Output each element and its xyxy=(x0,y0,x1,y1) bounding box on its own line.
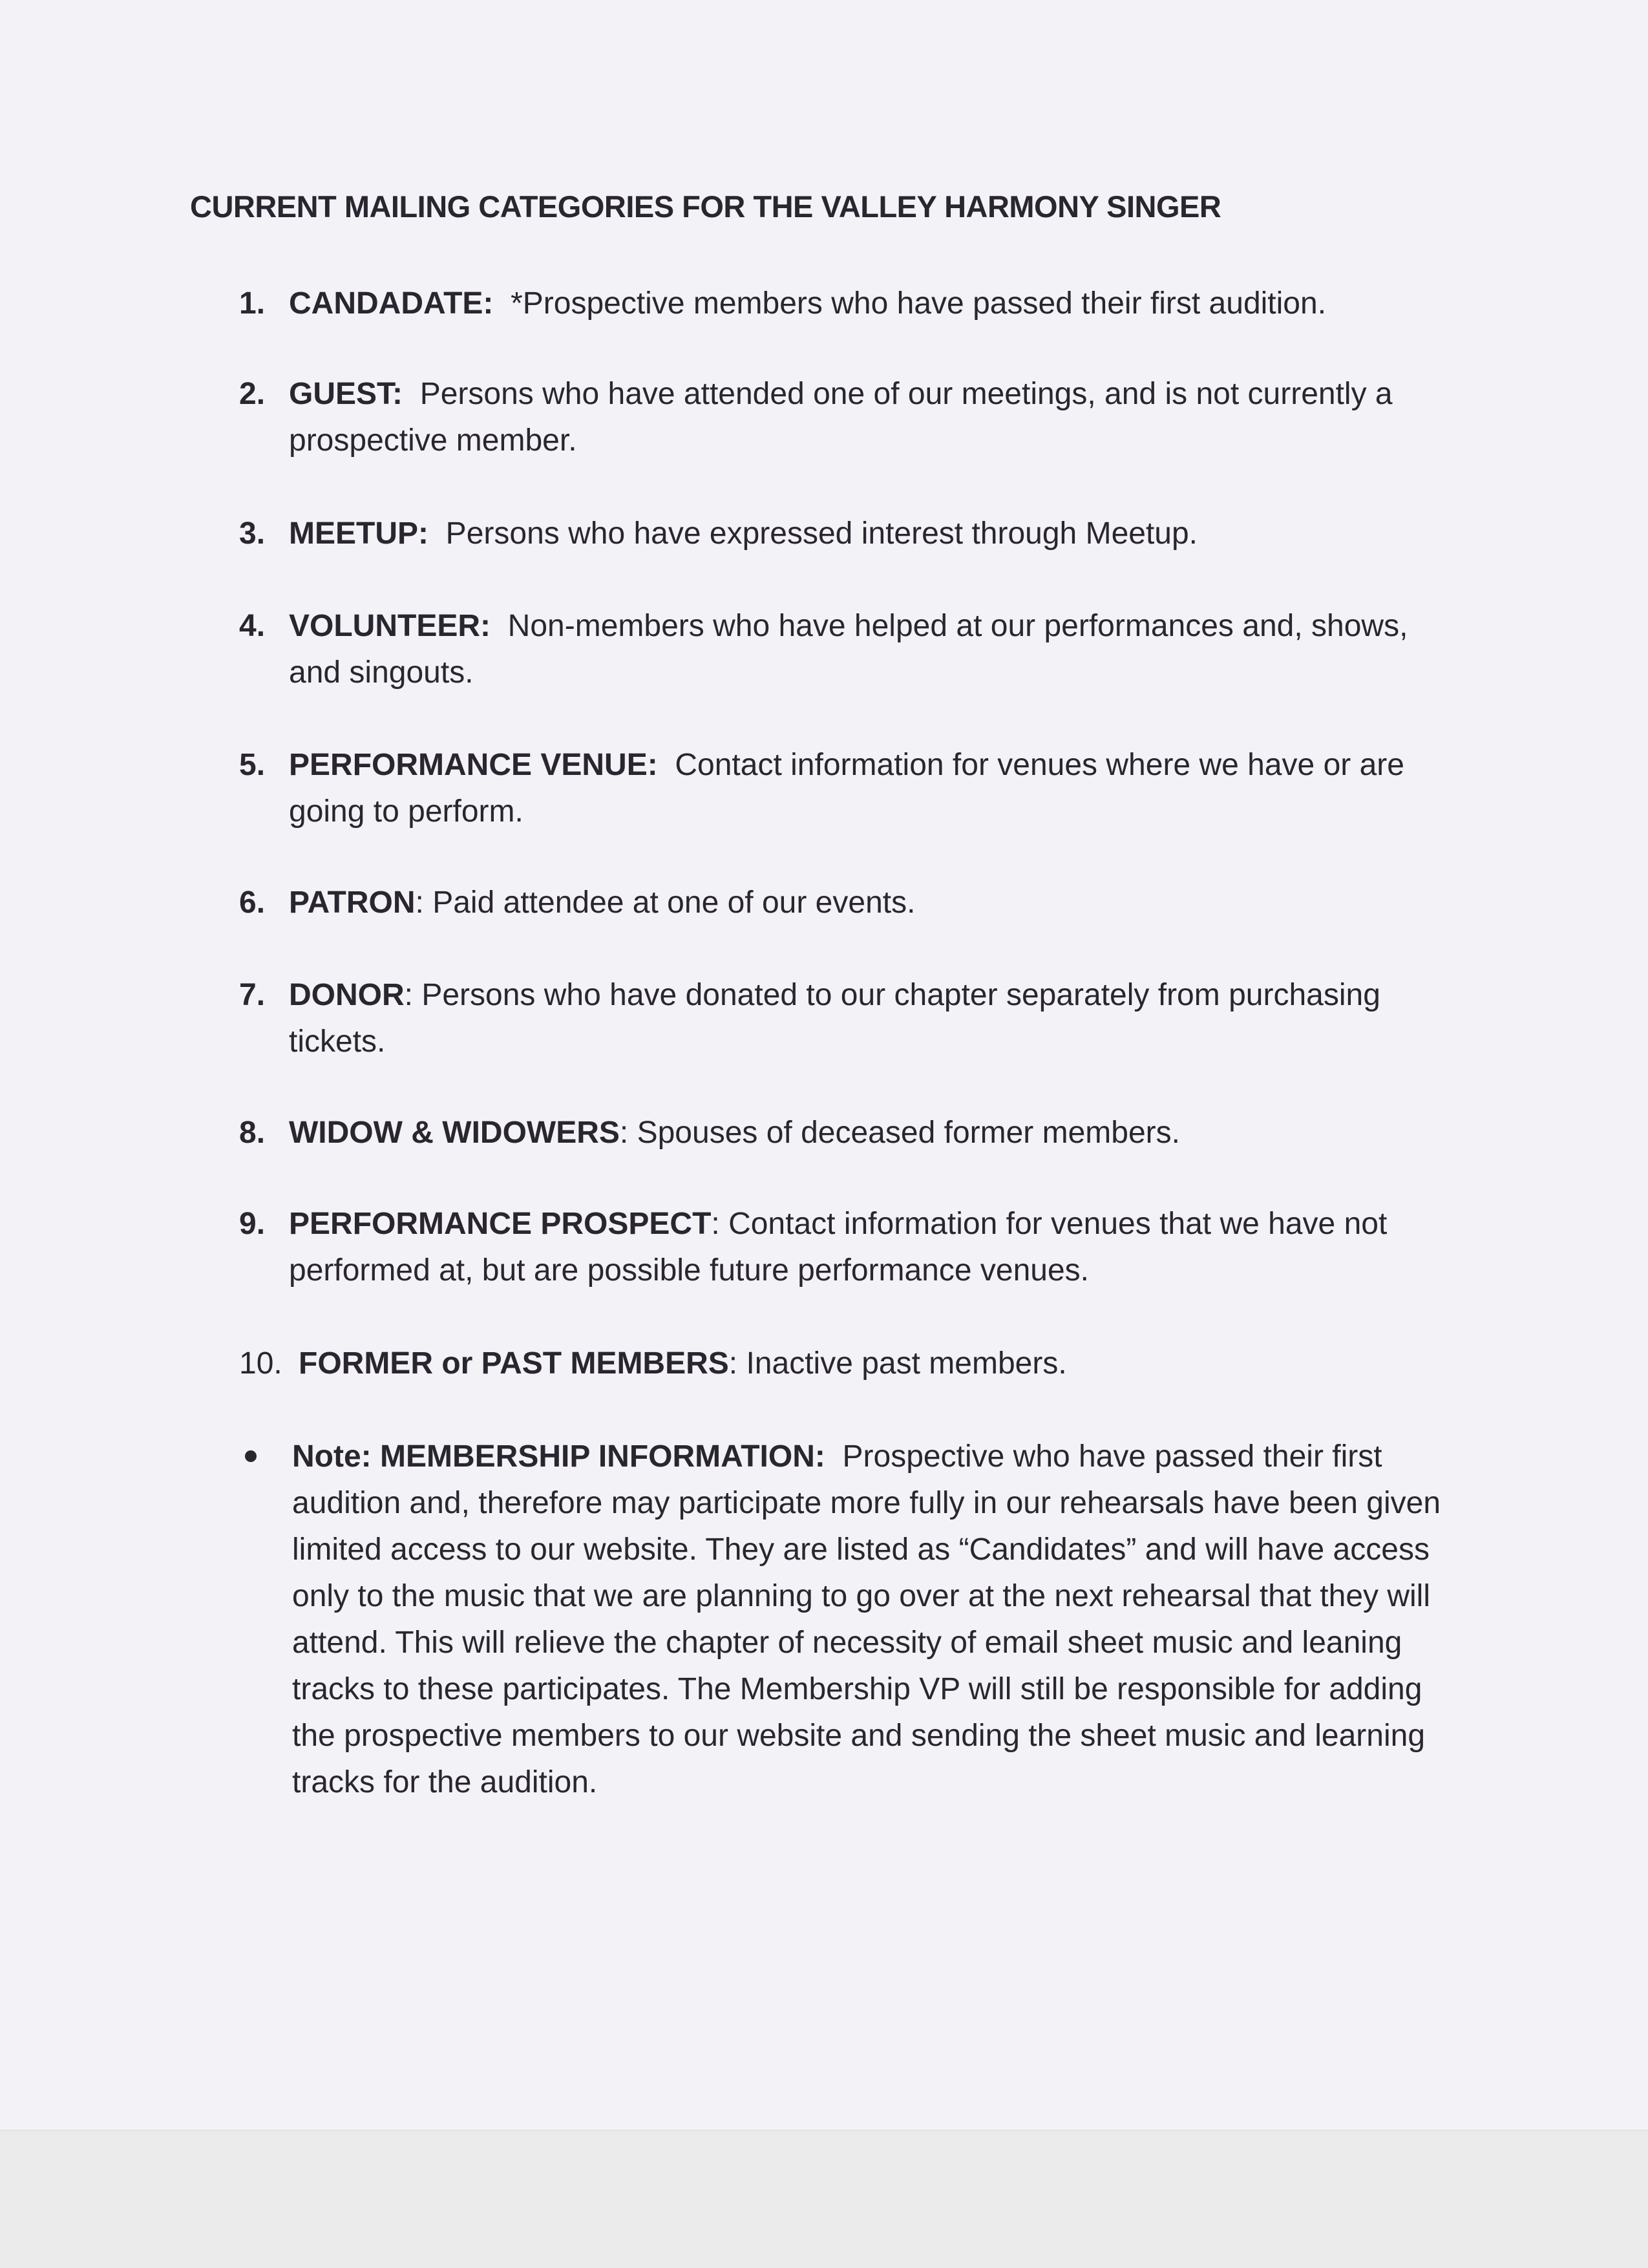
list-item xyxy=(239,880,1467,926)
scan-margin xyxy=(0,2130,1648,2268)
item-description: Persons who have attended one of our meetings, and is not currently a prospective member. xyxy=(289,377,1393,458)
item-number: 2. xyxy=(239,377,266,411)
list-item xyxy=(239,603,1467,696)
list-item xyxy=(239,742,1467,835)
item-text xyxy=(289,972,1467,1065)
item-description: : Paid attendee at one of our events. xyxy=(415,885,916,920)
item-label: CANDADATE: xyxy=(289,286,494,321)
item-text xyxy=(289,281,1467,327)
item-text xyxy=(289,511,1467,557)
item-label: DONOR xyxy=(289,978,405,1012)
list-item xyxy=(239,1201,1467,1294)
item-label: GUEST: xyxy=(289,377,403,411)
item-text xyxy=(299,1341,1467,1387)
list-item xyxy=(239,281,1467,327)
note-label: Note: MEMBERSHIP INFORMATION: xyxy=(292,1439,825,1474)
item-description: : Persons who have donated to our chapter separately from purchasing tickets. xyxy=(289,978,1380,1059)
item-label: PERFORMANCE PROSPECT xyxy=(289,1207,712,1241)
item-label: WIDOW & WIDOWERS xyxy=(289,1116,620,1150)
item-number: 7. xyxy=(239,978,266,1012)
item-text xyxy=(289,880,1467,926)
item-label: FORMER or PAST MEMBERS xyxy=(299,1346,729,1381)
item-number: 5. xyxy=(239,748,266,782)
list-item xyxy=(239,371,1467,464)
item-number: 4. xyxy=(239,609,266,643)
item-description: *Prospective members who have passed their first audition. xyxy=(511,286,1327,321)
item-number: 10. xyxy=(239,1346,282,1381)
membership-note xyxy=(292,1434,1455,1806)
item-text xyxy=(289,371,1467,464)
item-text xyxy=(289,742,1467,835)
item-label: PATRON xyxy=(289,885,416,920)
item-description: : Spouses of deceased former members. xyxy=(619,1116,1180,1150)
item-text xyxy=(289,1201,1467,1294)
item-description: : Inactive past members. xyxy=(728,1346,1067,1381)
item-label: MEETUP: xyxy=(289,516,428,551)
list-item xyxy=(239,511,1467,557)
item-description: Non-members who have helped at our performances and, shows, and singouts. xyxy=(289,609,1408,690)
item-number: 3. xyxy=(239,516,266,551)
item-description: Contact information for venues where we have or are going to perform. xyxy=(289,748,1404,829)
list-item xyxy=(239,1341,1467,1387)
bullet-icon xyxy=(245,1450,257,1462)
item-number: 9. xyxy=(239,1207,266,1241)
item-number: 1. xyxy=(239,286,266,321)
document-title: CURRENT MAILING CATEGORIES FOR THE VALLEY HARMONY SINGER xyxy=(190,189,1221,224)
item-number: 6. xyxy=(239,885,266,920)
item-description: : Contact information for venues that we have not performed at, but are possible future performance venues. xyxy=(289,1207,1388,1288)
item-text xyxy=(289,603,1467,696)
item-number: 8. xyxy=(239,1116,266,1150)
list-item xyxy=(239,1110,1467,1156)
item-label: VOLUNTEER: xyxy=(289,609,491,643)
item-description: Persons who have expressed interest through Meetup. xyxy=(445,516,1198,551)
item-text xyxy=(289,1110,1467,1156)
item-label: PERFORMANCE VENUE: xyxy=(289,748,658,782)
note-text: Prospective who have passed their first audition and, therefore may participate more fully in our rehearsals have been given limited access to our website. They are listed as “Candidates” and will have access only to the music that we are planning to go over at the next rehearsal that they will attend. This will relieve the chapter of necessity of email sheet music and leaning tracks to these participates. The Membership VP will still be responsible for adding the prospective members to our website and sending the sheet music and learning tracks for the audition. xyxy=(292,1439,1441,1799)
list-item xyxy=(239,972,1467,1065)
